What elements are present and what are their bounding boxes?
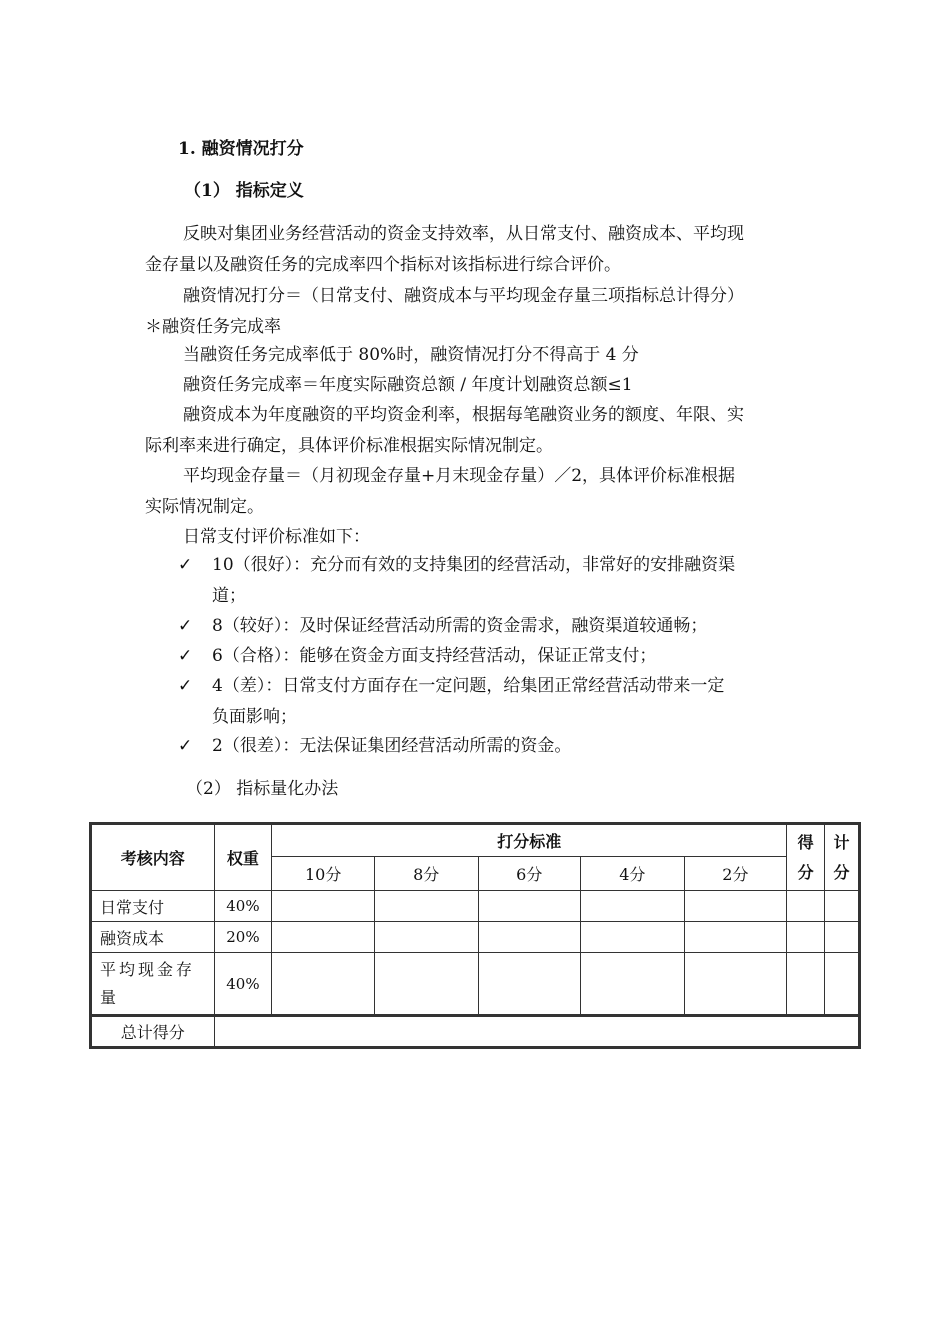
- paragraph-6-line-2: 实际情况制定。: [145, 497, 264, 517]
- cell: [787, 953, 825, 1016]
- paragraph-3: 当融资任务完成率低于 80%时，融资情况打分不得高于 4 分: [183, 345, 639, 365]
- cell: [374, 953, 478, 1016]
- paragraph-2-line-2: ＊融资任务完成率: [145, 317, 281, 337]
- cell: [787, 922, 825, 953]
- paragraph-6-line-1: 平均现金存量＝（月初现金存量+月末现金存量）／2，具体评价标准根据: [183, 466, 736, 486]
- paragraph-7: 日常支付评价标准如下：: [183, 527, 370, 547]
- criterion-4-line-1: 4（差）：日常支付方面存在一定问题，给集团正常经营活动带来一定: [212, 676, 725, 696]
- row-name: 融资成本: [91, 922, 215, 953]
- check-icon: ✓: [178, 555, 193, 575]
- level-6: 6分: [478, 857, 581, 891]
- cell: [581, 922, 685, 953]
- check-icon: ✓: [178, 676, 193, 696]
- cell: [478, 953, 581, 1016]
- paragraph-1-line-2: 金存量以及融资任务的完成率四个指标对该指标进行综合评价。: [145, 255, 621, 275]
- criterion-2: 8（较好）：及时保证经营活动所需的资金需求，融资渠道较通畅；: [212, 616, 708, 636]
- cell: [825, 953, 860, 1016]
- cell: [684, 891, 787, 922]
- section-title: 1. 融资情况打分: [178, 139, 304, 159]
- criterion-1-line-2: 道；: [212, 586, 246, 606]
- row-name: 平均现金存 量: [91, 953, 215, 1016]
- paragraph-2-line-1: 融资情况打分＝（日常支付、融资成本与平均现金存量三项指标总计得分）: [183, 286, 744, 306]
- criterion-4-line-2: 负面影响；: [212, 707, 297, 727]
- criterion-1-line-1: 10（很好）：充分而有效的支持集团的经营活动，非常好的安排融资渠: [212, 555, 736, 575]
- level-2: 2分: [684, 857, 787, 891]
- total-value-cell: [214, 1016, 860, 1048]
- total-label: 总计得分: [91, 1016, 215, 1048]
- cell: [272, 922, 375, 953]
- cell: [825, 922, 860, 953]
- level-8: 8分: [374, 857, 478, 891]
- cell: [478, 922, 581, 953]
- cell: [272, 953, 375, 1016]
- paragraph-5-line-1: 融资成本为年度融资的平均资金利率，根据每笔融资业务的额度、年限、实: [183, 405, 744, 425]
- paragraph-1-line-1: 反映对集团业务经营活动的资金支持效率，从日常支付、融资成本、平均现: [183, 224, 744, 244]
- criterion-3: 6（合格）：能够在资金方面支持经营活动，保证正常支付；: [212, 646, 657, 666]
- cell: [374, 891, 478, 922]
- table-row: [91, 922, 860, 953]
- scoring-table: [89, 822, 861, 1049]
- row-weight: 40%: [214, 953, 272, 1016]
- subsection-indicator-definition: （1） 指标定义: [184, 181, 304, 201]
- paragraph-4: 融资任务完成率＝年度实际融资总额 / 年度计划融资总额≤1: [183, 375, 633, 395]
- cell: [478, 891, 581, 922]
- row-weight: 40%: [214, 891, 272, 922]
- header-standard: 打分标准: [272, 824, 787, 857]
- table-row: [91, 953, 860, 1016]
- header-score: 得 分: [787, 824, 825, 891]
- check-icon: ✓: [178, 646, 193, 666]
- table-row-total: [91, 1016, 860, 1048]
- header-total: 计 分: [825, 824, 860, 891]
- table-row: [91, 891, 860, 922]
- cell: [825, 891, 860, 922]
- cell: [787, 891, 825, 922]
- check-icon: ✓: [178, 616, 193, 636]
- row-weight: 20%: [214, 922, 272, 953]
- level-4: 4分: [581, 857, 685, 891]
- criterion-5: 2（很差）：无法保证集团经营活动所需的资金。: [212, 736, 572, 756]
- paragraph-5-line-2: 际利率来进行确定，具体评价标准根据实际情况制定。: [145, 436, 553, 456]
- header-content: 考核内容: [91, 824, 215, 891]
- cell: [684, 953, 787, 1016]
- level-10: 10分: [272, 857, 375, 891]
- cell: [581, 953, 685, 1016]
- cell: [684, 922, 787, 953]
- cell: [272, 891, 375, 922]
- subsection-quantification: （2） 指标量化办法: [186, 779, 339, 799]
- cell: [581, 891, 685, 922]
- row-name: 日常支付: [91, 891, 215, 922]
- cell: [374, 922, 478, 953]
- check-icon: ✓: [178, 736, 193, 756]
- header-weight: 权重: [214, 824, 272, 891]
